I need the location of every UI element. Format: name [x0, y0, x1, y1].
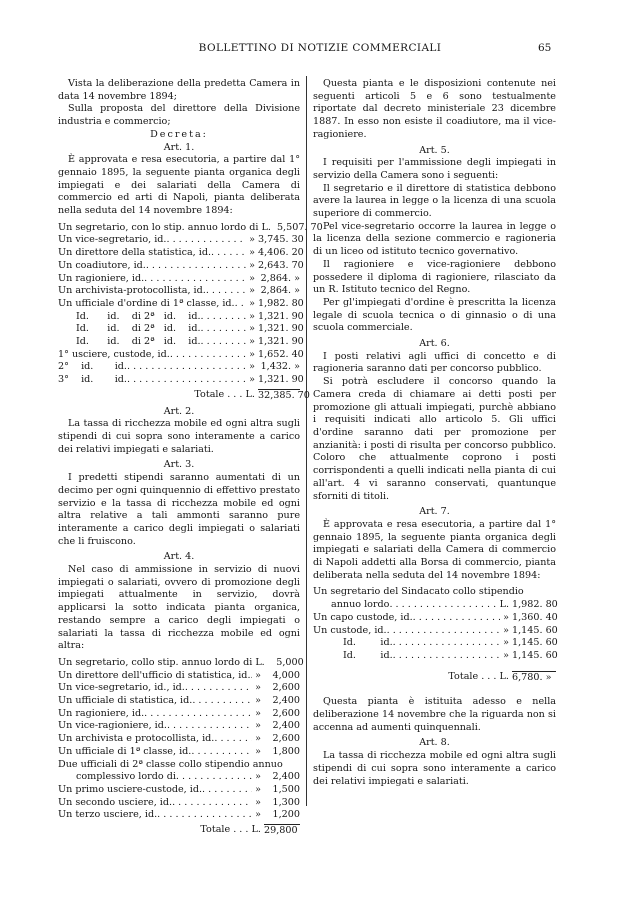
- salary-amount: 5,000: [276, 656, 304, 668]
- salary-amount: 2,600: [272, 733, 300, 745]
- article-text-5: Per gl'impiegati d'ordine è prescritta la licenza legale di scuola tecnica o di ginnasio o di una scuola commerciale.: [313, 296, 556, 334]
- currency-mark: »: [255, 707, 261, 719]
- salary-label: Un primo usciere-custode, id.: [58, 783, 203, 795]
- salary-amount: 4,000: [272, 669, 300, 681]
- salary-label: Id. id. di 2ª id. id.: [76, 310, 201, 322]
- salary-amount: 2,400: [272, 720, 300, 732]
- salary-amount: 5,507. 70: [276, 221, 323, 233]
- salary-amount: 2,400: [272, 695, 300, 707]
- total-label: Totale . . . L.: [200, 824, 261, 836]
- article-text-5: Il segretario e il direttore di statistica debbono avere la laurea in legge o la licenza di una scuola superiore di commercio.: [313, 182, 556, 220]
- salary-label: Un ufficiale di 1ª classe, id.: [58, 745, 192, 757]
- currency-mark: »: [255, 695, 261, 707]
- salary-amount: 1,360. 40: [512, 611, 558, 623]
- currency-mark: »: [249, 259, 255, 271]
- salary-amount: 2,864. »: [260, 272, 300, 284]
- salary-label: Un direttore dell'ufficio di statistica, id.: [58, 669, 251, 681]
- article-note-7: Questa pianta è istituita adesso e nella deliberazione 14 novembre che la riguarda non si accenna ad aumenti quinquennali.: [313, 696, 556, 733]
- currency-mark: »: [249, 247, 255, 259]
- salary-amount: 4,406. 20: [258, 247, 304, 259]
- salary-row: [58, 771, 300, 784]
- currency-mark: »: [249, 348, 255, 360]
- salary-amount: 2,600: [272, 707, 300, 719]
- salary-amount: 1,652. 40: [258, 348, 304, 360]
- column-divider: [306, 76, 307, 806]
- salary-table-2: [58, 656, 304, 838]
- currency-mark: »: [255, 771, 261, 783]
- article-text-5: Pel vice-segretario occorre la laurea in legge o la licenza della sezione commercio e ragioneria di un liceo od istituto tecnico governativo.: [313, 220, 556, 258]
- article-text-7: È approvata e resa esecutoria, a partire dal 1° gennaio 1895, la seguente pianta organica degli impiegati e salariati della Camera di commercio di Napoli addetti alla Borsa di commercio, pianta deliberata nella seduta del 14 novembre 1894:: [313, 518, 556, 581]
- left-column: [58, 78, 323, 838]
- article-text-3: I predetti stipendi saranno aumentati di un decimo per ogni quinquennio di effettivo prestato servizio e la tassa di ricchezza mobile ed ogni altra relative a tali ammonti saranno pure interamente a carico degli impiegati o salariati che li fruiscono.: [58, 472, 300, 547]
- salary-amount: 1,432. »: [260, 361, 300, 373]
- article-heading-1: Art. 1.: [163, 141, 195, 153]
- total-row: [313, 671, 556, 685]
- salary-row: [313, 586, 556, 599]
- salary-row: [58, 708, 300, 721]
- article-text-1: È approvata e resa esecutoria, a partire dal 1° gennaio 1895, la seguente pianta organica degli impiegati e dei salariati della Camera di commercio ed arti di Napoli, pianta deliberata nella seduta del 14 novembre 1894:: [58, 154, 300, 217]
- article-text-6: Si potrà escludere il concorso quando la Camera creda di chiamare ai detti posti per promozione gli attuali impiegati, purchè abbiano i requisiti indicati allo articolo 5. Gli uffici d'ordine saranno dati per promozione per anzianità: i posti di risulta per concorso pubblico. Coloro che attualmente coprono i posti corrispondenti a quelli indicati nella pianta di cui all'art. 4 vi saranno conservati, quantunque sforniti di titoli.: [313, 376, 556, 502]
- salary-row: [58, 797, 300, 810]
- salary-amount: 1,200: [272, 809, 300, 821]
- currency-mark: »: [249, 297, 255, 309]
- decreta-heading: Decreta:: [150, 128, 208, 140]
- total-amount: 29,800: [264, 824, 300, 838]
- salary-amount: 1,500: [272, 783, 300, 795]
- salary-row: [313, 599, 556, 612]
- salary-row: [58, 682, 300, 695]
- total-label: Totale . . . L.: [448, 670, 509, 682]
- article-heading-7: Art. 7.: [419, 506, 450, 518]
- salary-row: [58, 720, 300, 733]
- salary-label: Un vice-segretario, id., id.: [58, 682, 185, 694]
- article-heading-4: Art. 4.: [163, 551, 195, 563]
- continuation-paragraph: Questa pianta e le disposizioni contenute nei seguenti articoli 5 e 6 sono testualmente riportate dal decreto ministeriale 23 dicembre 1887. In esso non esiste il coadiutore, ma il vice-ragioniere.: [313, 78, 556, 140]
- salary-row: [58, 234, 304, 247]
- salary-label: Un archivista e protocollista, id.: [58, 733, 215, 745]
- salary-label: Due ufficiali di 2ª classe collo stipendio annuo: [58, 758, 283, 770]
- salary-label: 2° id. id.: [58, 361, 127, 373]
- currency-mark: »: [249, 336, 255, 348]
- salary-label: 3° id. id.: [58, 374, 127, 386]
- currency-mark: »: [255, 720, 261, 732]
- salary-row: [58, 746, 300, 759]
- article-text-6: I posti relativi agli uffici di concetto e di ragioneria saranno dati per concorso pubblico.: [313, 350, 556, 375]
- salary-row: [58, 273, 300, 286]
- salary-row: [58, 259, 304, 273]
- currency-mark: »: [249, 285, 255, 297]
- salary-amount: 1,300: [272, 796, 300, 808]
- salary-row: [58, 297, 304, 311]
- currency-mark: L.: [255, 656, 265, 668]
- salary-amount: 2,864. »: [260, 285, 300, 297]
- currency-mark: »: [255, 809, 261, 821]
- currency-mark: »: [255, 783, 261, 795]
- currency-mark: »: [249, 272, 255, 284]
- salary-label: Un vice-segretario, id.: [58, 234, 167, 246]
- salary-row: [58, 348, 304, 362]
- article-heading-8: Art. 8.: [419, 737, 450, 749]
- currency-mark: »: [249, 310, 255, 322]
- salary-amount: 1,982. 80: [512, 599, 558, 611]
- salary-label: Un ufficiale d'ordine di 1ª classe, id.: [58, 297, 235, 309]
- salary-row: [58, 784, 300, 797]
- salary-label: Un vice-ragioniere, id.: [58, 720, 167, 732]
- article-heading-2: Art. 2.: [163, 405, 195, 417]
- salary-amount: 1,321. 90: [258, 336, 304, 348]
- salary-amount: 1,145. 60: [512, 624, 558, 636]
- currency-mark: »: [249, 374, 255, 386]
- article-heading-5: Art. 5.: [419, 144, 450, 156]
- intro-paragraph: Sulla proposta del direttore della Divisione industria e commercio;: [58, 103, 300, 128]
- salary-row: [313, 650, 556, 663]
- currency-mark: »: [503, 611, 509, 623]
- salary-amount: 1,982. 80: [258, 297, 304, 309]
- article-heading-6: Art. 6.: [419, 338, 450, 350]
- salary-row: [58, 361, 300, 374]
- total-amount: 6,780. »: [512, 671, 556, 685]
- salary-row: [58, 247, 304, 260]
- salary-row: [58, 221, 323, 235]
- salary-amount: 3,745. 30: [258, 234, 304, 246]
- currency-mark: »: [255, 745, 261, 757]
- salary-row: [58, 336, 304, 349]
- salary-label: complessivo lordo di: [76, 771, 176, 783]
- salary-label: Un segretario, collo stip. annuo lordo di: [58, 656, 253, 668]
- salary-label: Un segretario del Sindacato collo stipendio: [313, 586, 524, 598]
- salary-row: [58, 310, 304, 324]
- salary-row: [58, 809, 300, 822]
- right-column: [313, 78, 556, 788]
- salary-row: [58, 670, 300, 683]
- intro-paragraph: Vista la deliberazione della predetta Camera in data 14 novembre 1894;: [58, 78, 300, 102]
- salary-label: Un custode, id.: [313, 624, 387, 636]
- article-text-5: I requisiti per l'ammissione degli impiegati in servizio della Camera sono i seguenti:: [313, 157, 556, 181]
- salary-label: Un terzo usciere, id.: [58, 809, 158, 821]
- salary-row: [58, 285, 300, 298]
- article-text-8: La tassa di ricchezza mobile ed ogni altra sugli stipendi di cui sopra sono interamente a carico dei relativi impiegati e salariati.: [313, 750, 556, 787]
- salary-label: Un ufficiale di statistica, id.: [58, 695, 193, 707]
- salary-row: [58, 374, 304, 387]
- salary-row: [58, 733, 300, 746]
- salary-label: Un capo custode, id.: [313, 611, 413, 623]
- salary-label: Un secondo usciere, id.: [58, 796, 173, 808]
- salary-row: [313, 612, 556, 625]
- salary-label: Id. id.: [343, 637, 393, 649]
- salary-label: 1° usciere, custode, id.: [58, 348, 170, 360]
- salary-table-3: [313, 586, 556, 684]
- salary-amount: 1,321. 90: [258, 374, 304, 386]
- salary-row: [58, 695, 300, 708]
- currency-mark: »: [249, 361, 255, 373]
- article-heading-3: Art. 3.: [163, 459, 195, 471]
- article-text-2: La tassa di ricchezza mobile ed ogni altra sugli stipendi di cui sopra sono interamente a carico dei relativi impiegati e salariati.: [58, 418, 300, 455]
- salary-label: Un ragioniere, id.: [58, 272, 145, 284]
- salary-amount: 1,145. 60: [512, 649, 558, 661]
- salary-amount: 2,600: [272, 682, 300, 694]
- total-row: [58, 824, 300, 838]
- salary-amount: 2,643. 70: [258, 259, 304, 271]
- total-amount: 32,385. 70: [258, 389, 310, 401]
- salary-amount: 1,321. 90: [258, 323, 304, 335]
- total-row: [58, 388, 310, 403]
- currency-mark: »: [503, 649, 509, 661]
- currency-mark: »: [249, 234, 255, 246]
- article-text-5: Il ragioniere e vice-ragioniere debbono possedere il diploma di ragioniere, rilasciato da un R. Istituto tecnico del Regno.: [313, 258, 556, 296]
- currency-mark: »: [255, 682, 261, 694]
- salary-label: Id. id.: [343, 649, 393, 661]
- article-text-4: Nel caso di ammissione in servizio di nuovi impiegati o salariati, ovvero di promozione degli impiegati attualmente in servizio, dovrà applicarsi la sotto indicata pianta organica, restando sempre a carico degli impiegati o salariati la tassa di ricchezza mobile ed ogni altra:: [58, 564, 300, 652]
- bulletin-title: BOLLETTINO DI NOTIZIE COMMERCIALI: [198, 42, 442, 54]
- salary-amount: 2,400: [272, 771, 300, 783]
- salary-label: Un coadiutore, id.: [58, 259, 146, 271]
- salary-label: Un archivista-protocollista, id.: [58, 285, 206, 297]
- currency-mark: »: [249, 323, 255, 335]
- salary-amount: 1,145. 60: [512, 637, 558, 649]
- currency-mark: »: [503, 637, 509, 649]
- salary-label: Id. id. di 2ª id. id.: [76, 323, 201, 335]
- salary-label: Un direttore della statistica, id.: [58, 247, 212, 259]
- salary-row: [58, 323, 304, 336]
- salary-label: Un ragioniere, id.: [58, 707, 145, 719]
- salary-amount: 1,800: [272, 745, 300, 757]
- currency-mark: »: [255, 796, 261, 808]
- total-label: Totale . . . L.: [194, 388, 255, 400]
- currency-mark: L.: [499, 599, 509, 611]
- currency-mark: »: [503, 624, 509, 636]
- salary-row: [313, 637, 556, 650]
- salary-label: annuo lordo: [331, 599, 390, 611]
- page-number: 65: [538, 42, 552, 54]
- salary-table-1: [58, 221, 323, 403]
- currency-mark: »: [255, 733, 261, 745]
- salary-label: Id. id. di 2ª id. id.: [76, 336, 201, 348]
- salary-row: [58, 656, 304, 670]
- salary-amount: 1,321. 90: [258, 310, 304, 322]
- salary-row: [313, 625, 556, 638]
- salary-label: Un segretario, con lo stip. annuo lordo di L.: [58, 221, 271, 233]
- currency-mark: »: [255, 669, 261, 681]
- salary-row: [58, 759, 300, 772]
